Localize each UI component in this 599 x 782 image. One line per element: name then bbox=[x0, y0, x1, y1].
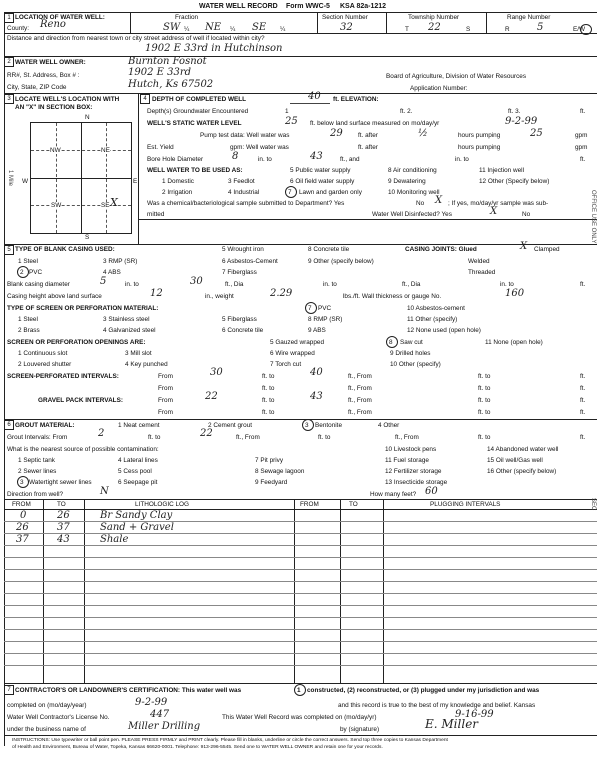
use-7: Lawn and garden only bbox=[299, 189, 362, 196]
contam-15: 15 Oil well/Gas well bbox=[487, 457, 543, 464]
certification-option-1: 1 bbox=[297, 687, 301, 694]
perf-from: 30 bbox=[210, 367, 223, 378]
casing-joints-label: CASING JOINTS: Glued bbox=[405, 246, 477, 253]
city-label: City, State, ZIP Code bbox=[7, 84, 67, 91]
mile-label: 1 Mile bbox=[7, 170, 13, 187]
screen-11: 11 Other (specify) bbox=[407, 316, 458, 323]
casing-dia-3: ft., Dia bbox=[402, 281, 421, 288]
chem-x-mark: X bbox=[435, 195, 443, 206]
use-4: 4 Industrial bbox=[228, 189, 260, 196]
perf-to-2-label: ft. to bbox=[478, 373, 491, 380]
screen-9: 9 ABS bbox=[308, 327, 326, 334]
compass-e: E bbox=[133, 178, 138, 185]
quarter-1: ¼ bbox=[184, 26, 190, 33]
casing-weight: 2.29 bbox=[270, 288, 293, 299]
screen-type-label: TYPE OF SCREEN OR PERFORATION MATERIAL: bbox=[7, 305, 159, 312]
form-number: Form WWC-5 bbox=[286, 3, 330, 10]
screen-3: 3 Stainless steel bbox=[103, 316, 150, 323]
use-8: 8 Air conditioning bbox=[388, 167, 437, 174]
gravel-to: 43 bbox=[310, 391, 323, 402]
compass-w: W bbox=[22, 178, 29, 185]
gravel-row2-to-2: ft. to bbox=[478, 409, 491, 416]
casing-6: 6 Asbestos-Cement bbox=[222, 258, 278, 265]
disinfected-no: No bbox=[522, 211, 531, 218]
section-2-title: WATER WELL OWNER: bbox=[15, 59, 86, 66]
log-row-1-desc: Br Sandy Clay bbox=[100, 510, 173, 521]
use-11: 11 Injection well bbox=[479, 167, 524, 174]
casing-4: 4 ABS bbox=[103, 269, 121, 276]
contam-3-number: 3 bbox=[20, 479, 24, 486]
grout-from-3: ft., From bbox=[395, 434, 419, 441]
grout-ft: ft. bbox=[580, 434, 586, 441]
section-3-title-2: AN "X" IN SECTION BOX: bbox=[15, 104, 93, 111]
screen-12: 12 None used (open hole) bbox=[407, 327, 481, 334]
pump-hours: ½ bbox=[418, 128, 428, 139]
log-header-from: FROM bbox=[12, 501, 31, 508]
quarter-2: ¼ bbox=[230, 26, 236, 33]
use-9: 9 Dewatering bbox=[388, 178, 426, 185]
certification-line-1b: constructed, (2) reconstructed, or (3) plugged under my jurisdiction and was bbox=[307, 687, 540, 694]
grout-from: 2 bbox=[98, 428, 105, 439]
bore-ft: ft. bbox=[580, 156, 586, 163]
wall-thickness: 160 bbox=[505, 288, 525, 299]
pump-gpm-label: gpm bbox=[575, 132, 588, 139]
section-2-number: 2 bbox=[4, 57, 14, 67]
contam-9: 9 Feedyard bbox=[255, 479, 288, 486]
owner-address: 1902 E 33rd bbox=[128, 67, 192, 78]
wall-thickness-label: lbs./ft. Wall thickness or gauge No. bbox=[343, 293, 442, 300]
bore-label: Bore Hole Diameter bbox=[147, 156, 204, 163]
grout-from-2: ft., From bbox=[236, 434, 260, 441]
gravel-row2-to: ft. to bbox=[262, 409, 275, 416]
compass-s: S bbox=[85, 234, 90, 241]
grout-intervals-label: Grout Intervals: From bbox=[7, 434, 68, 441]
gw-4: ft. bbox=[580, 108, 586, 115]
pump-hours-label: hours pumping bbox=[458, 132, 501, 139]
screen-6: 6 Concrete tile bbox=[222, 327, 264, 334]
opening-6: 6 Wire wrapped bbox=[270, 350, 315, 357]
contam-7: 7 Pit privy bbox=[255, 457, 284, 464]
static-level-value: 25 bbox=[285, 116, 298, 127]
gravel-from: 22 bbox=[205, 391, 218, 402]
distance-label: Distance and direction from nearest town or city street address of well if located within city? bbox=[7, 35, 265, 42]
screen-7-number: 7 bbox=[308, 305, 312, 312]
section-3-number: 3 bbox=[4, 94, 14, 104]
opening-11: 11 None (open hole) bbox=[485, 339, 543, 346]
gravel-from-2-label: ft., From bbox=[348, 397, 372, 404]
quadrant-nw: NW bbox=[50, 147, 61, 154]
depth-value: 40 bbox=[308, 91, 321, 102]
gravel-row2-from: From bbox=[158, 409, 173, 416]
chem-mitted: mitted bbox=[147, 211, 165, 218]
grout-3-number: 3 bbox=[305, 422, 309, 429]
township-t: T bbox=[405, 26, 409, 33]
opening-7: 7 Torch cut bbox=[270, 361, 302, 368]
completed-date: 9-2-99 bbox=[135, 697, 168, 708]
grout-material-label: GROUT MATERIAL: bbox=[15, 422, 75, 429]
gw-2: ft. 2. bbox=[400, 108, 413, 115]
opening-4: 4 Key punched bbox=[125, 361, 168, 368]
screen-5: 5 Fiberglass bbox=[222, 316, 257, 323]
casing-type-label: TYPE OF BLANK CASING USED: bbox=[15, 246, 115, 253]
bore-and: ft., and bbox=[340, 156, 360, 163]
casing-dia-2: ft., Dia bbox=[225, 281, 244, 288]
township-s: S bbox=[466, 26, 471, 33]
bore-in2: in. to bbox=[455, 156, 469, 163]
opening-8-number: 8 bbox=[389, 339, 393, 346]
opening-3: 3 Mill slot bbox=[125, 350, 152, 357]
casing-height: 12 bbox=[150, 288, 163, 299]
casing-dia-ft: ft. bbox=[580, 281, 586, 288]
chem-no: No bbox=[416, 200, 425, 207]
bore-diameter: 8 bbox=[232, 151, 239, 162]
use-label: WELL WATER TO BE USED AS: bbox=[147, 167, 243, 174]
yield-label: Est. Yield bbox=[147, 144, 174, 151]
perf-to: 40 bbox=[310, 367, 323, 378]
gw-1: 1 bbox=[285, 108, 289, 115]
section-1-title: LOCATION OF WATER WELL: bbox=[15, 14, 105, 21]
office-use-label: OFFICE USE ONLY bbox=[590, 190, 596, 244]
compass-n: N bbox=[85, 114, 90, 121]
casing-clamped: Clamped bbox=[534, 246, 560, 253]
screen-2: 2 Brass bbox=[18, 327, 40, 334]
fraction-2: NE bbox=[205, 22, 222, 33]
casing-1: 1 Steel bbox=[18, 258, 38, 265]
log-row-2-to: 37 bbox=[57, 522, 70, 533]
use-7-number: 7 bbox=[288, 189, 292, 196]
contam-10: 10 Livestock pens bbox=[385, 446, 437, 453]
static-level-label: WELL'S STATIC WATER LEVEL bbox=[147, 120, 242, 127]
casing-diameter-to: 30 bbox=[190, 276, 203, 287]
yield-gpm: gpm: Well water was bbox=[230, 144, 289, 151]
screen-8: 8 RMP (SR) bbox=[308, 316, 343, 323]
quadrant-ne: NE bbox=[101, 147, 110, 154]
contam-3: Watertight sewer lines bbox=[29, 479, 92, 486]
quadrant-se: SE bbox=[101, 202, 110, 209]
log-row-3-desc: Shale bbox=[100, 534, 129, 545]
license-label: Water Well Contractor's License No. bbox=[7, 714, 110, 721]
gravel-from-label: From bbox=[158, 397, 173, 404]
perf-from-2-label: ft., From bbox=[348, 373, 372, 380]
contamination-label: What is the nearest source of possible contamination: bbox=[7, 446, 159, 453]
grout-to: 22 bbox=[200, 428, 213, 439]
log-header-to: TO bbox=[57, 501, 66, 508]
gravel-row2-ft: ft. bbox=[580, 409, 586, 416]
use-2: 2 Irrigation bbox=[162, 189, 193, 196]
opening-1: 1 Continuous slot bbox=[18, 350, 68, 357]
distance-value: 1902 E 33rd in Hutchinson bbox=[145, 43, 283, 54]
section-4-number: 4 bbox=[140, 94, 150, 104]
gw-3: ft. 3. bbox=[508, 108, 521, 115]
section-number-label: Section Number bbox=[322, 14, 368, 21]
how-many-feet-label: How many feet? bbox=[370, 491, 417, 498]
chem-sample-question: Was a chemical/bacteriological sample submitted to Department? Yes bbox=[147, 200, 345, 207]
perf-to-label: ft. to bbox=[262, 373, 275, 380]
contam-12: 12 Fertilizer storage bbox=[385, 468, 442, 475]
signature: E. Miller bbox=[425, 717, 479, 731]
depth-label: DEPTH OF COMPLETED WELL bbox=[152, 96, 247, 103]
yield-after: ft. after bbox=[358, 144, 378, 151]
range-value: 5 bbox=[537, 22, 544, 33]
opening-5: 5 Gauzed wrapped bbox=[270, 339, 325, 346]
casing-height-label: Casing height above land surface bbox=[7, 293, 102, 300]
use-1: 1 Domestic bbox=[162, 178, 194, 185]
township-label: Township Number bbox=[408, 14, 460, 21]
opening-10: 10 Other (specify) bbox=[390, 361, 441, 368]
use-12: 12 Other (Specify below) bbox=[479, 178, 550, 185]
screen-10: 10 Asbestos-cement bbox=[407, 305, 465, 312]
perf-from-label: From bbox=[158, 373, 173, 380]
chem-rest: ; If yes, mo/day/yr sample was sub- bbox=[448, 200, 549, 207]
perf-row2-from: From bbox=[158, 385, 173, 392]
section-number-value: 32 bbox=[340, 22, 353, 33]
county-value: Reno bbox=[40, 19, 66, 30]
perf-row2-from-2: ft., From bbox=[348, 385, 372, 392]
casing-joints-x: X bbox=[520, 241, 528, 252]
grout-to-2: ft. to bbox=[318, 434, 331, 441]
application-label: Application Number: bbox=[410, 85, 468, 92]
static-date: 9-2-99 bbox=[505, 116, 538, 127]
gravel-to-label: ft. to bbox=[262, 397, 275, 404]
township-value: 22 bbox=[428, 22, 441, 33]
perf-row2-ft: ft. bbox=[580, 385, 586, 392]
casing-diameter-label: Blank casing diameter bbox=[7, 281, 70, 288]
location-x-mark: X bbox=[110, 196, 118, 209]
static-level-rest: ft. below land surface measured on mo/day/yr bbox=[310, 120, 440, 127]
completed-label: completed on (mo/day/year) bbox=[7, 702, 87, 709]
ksa-reference: KSA 82a-1212 bbox=[340, 3, 387, 10]
contam-16: 16 Other (specify below) bbox=[487, 468, 557, 475]
contam-6: 6 Seepage pit bbox=[118, 479, 158, 486]
perforated-intervals-label: SCREEN-PERFORATED INTERVALS: bbox=[7, 373, 119, 380]
quarter-3: ¼ bbox=[280, 26, 286, 33]
business-name-label: under the business name of bbox=[7, 726, 86, 733]
pump-after: ft. after bbox=[358, 132, 378, 139]
grout-3: Bentonite bbox=[315, 422, 343, 429]
casing-threaded: Threaded bbox=[468, 269, 496, 276]
license-number: 447 bbox=[150, 709, 170, 720]
casing-3: 3 RMP (SR) bbox=[103, 258, 138, 265]
log-row-2-desc: Sand + Gravel bbox=[100, 522, 174, 533]
section-box bbox=[30, 122, 132, 234]
direction-label: Direction from well? bbox=[7, 491, 64, 498]
perf-row2-to-2: ft. to bbox=[478, 385, 491, 392]
log-header-from-2: FROM bbox=[300, 501, 319, 508]
how-many-feet-value: 60 bbox=[425, 486, 438, 497]
log-header-plugging: PLUGGING INTERVALS bbox=[430, 501, 501, 508]
direction-value: N bbox=[100, 486, 109, 497]
owner-name: Burnton Fosnot bbox=[128, 56, 207, 67]
owner-city: Hutch, Ks 67502 bbox=[128, 79, 214, 90]
opening-2: 2 Louvered shutter bbox=[18, 361, 72, 368]
certification-line-1: CONTRACTOR'S OR LANDOWNER'S CERTIFICATION: This water well was bbox=[15, 687, 242, 694]
log-row-1-from: 0 bbox=[20, 510, 27, 521]
screen-7: PVC bbox=[318, 305, 332, 312]
grout-4: 4 Other bbox=[378, 422, 400, 429]
use-10: 10 Monitoring well bbox=[388, 189, 440, 196]
section-3-title: LOCATE WELL'S LOCATION WITH bbox=[15, 96, 120, 103]
elevation-label: ft. ELEVATION: bbox=[333, 96, 379, 103]
gravel-to-2-label: ft. to bbox=[478, 397, 491, 404]
casing-diameter-in: in. to bbox=[125, 281, 139, 288]
form-title: WATER WELL RECORD bbox=[199, 3, 278, 10]
contam-5: 5 Cess pool bbox=[118, 468, 152, 475]
certification-line-2b: and this record is true to the best of my knowledge and belief. Kansas bbox=[338, 702, 536, 709]
log-row-1-to: 26 bbox=[57, 510, 70, 521]
casing-welded: Welded bbox=[468, 258, 490, 265]
casing-2: PVC bbox=[29, 269, 43, 276]
contam-13: 13 Insecticide storage bbox=[385, 479, 448, 486]
fraction-3: SE bbox=[252, 22, 267, 33]
gravel-ft: ft. bbox=[580, 397, 586, 404]
signature-label: by (signature) bbox=[340, 726, 380, 733]
use-5: 5 Public water supply bbox=[290, 167, 351, 174]
bore-in: in. to bbox=[258, 156, 272, 163]
opening-8: Saw cut bbox=[400, 339, 423, 346]
grout-ft-to: ft. to bbox=[148, 434, 161, 441]
opening-9: 9 Drilled holes bbox=[390, 350, 431, 357]
instructions-line-1: INSTRUCTIONS: Use typewriter or ball point pen. PLEASE PRESS FIRMLY and PRINT clearly. Please fill in blanks, underline or circle the correct answers. Send top three copies to Kansas Department bbox=[12, 738, 448, 743]
disinfected-label: Water Well Disinfected? Yes bbox=[372, 211, 452, 218]
section-6-number: 6 bbox=[4, 420, 14, 430]
section-1-number: 1 bbox=[4, 13, 14, 23]
perf-row2-to: ft. to bbox=[262, 385, 275, 392]
casing-weight-label: in., weight bbox=[205, 293, 234, 300]
pump-gpm: 25 bbox=[530, 128, 543, 139]
log-row-3-to: 43 bbox=[57, 534, 70, 545]
casing-9: 9 Other (specify below) bbox=[308, 258, 374, 265]
contam-14: 14 Abandoned water well bbox=[487, 446, 559, 453]
casing-8: 8 Concrete tile bbox=[308, 246, 350, 253]
yield-hours: hours pumping bbox=[458, 144, 501, 151]
range-ew: E/W bbox=[573, 26, 586, 33]
pump-ft: 29 bbox=[330, 128, 343, 139]
bore-to: 43 bbox=[310, 151, 323, 162]
contam-2: 2 Sewer lines bbox=[18, 468, 57, 475]
contam-8: 8 Sewage lagoon bbox=[255, 468, 305, 475]
disinfected-x: X bbox=[490, 206, 498, 217]
casing-7: 7 Fiberglass bbox=[222, 269, 257, 276]
range-r: R bbox=[505, 26, 510, 33]
log-row-3-from: 37 bbox=[16, 534, 29, 545]
log-header-lithologic: LITHOLOGIC LOG bbox=[135, 501, 189, 508]
contam-1: 1 Septic tank bbox=[18, 457, 55, 464]
record-completed-date: 9-16-99 bbox=[455, 709, 494, 720]
log-row-2-from: 26 bbox=[16, 522, 29, 533]
groundwater-label: Depth(s) Groundwater Encountered bbox=[147, 108, 249, 115]
contam-4: 4 Lateral lines bbox=[118, 457, 158, 464]
business-name: Miller Drilling bbox=[128, 721, 201, 732]
yield-gpm-label: gpm bbox=[575, 144, 588, 151]
gravel-pack-label: GRAVEL PACK INTERVALS: bbox=[38, 397, 123, 404]
address-label: RR#, St. Address, Box # : bbox=[7, 72, 80, 79]
casing-2-number: 2 bbox=[20, 269, 24, 276]
screen-4: 4 Galvanized steel bbox=[103, 327, 156, 334]
fraction-1: SW bbox=[163, 22, 181, 33]
sec-label: SEC bbox=[590, 498, 596, 511]
casing-dia-2-in: in. to bbox=[323, 281, 337, 288]
screen-1: 1 Steel bbox=[18, 316, 38, 323]
section-7-number: 7 bbox=[4, 685, 14, 695]
contam-11: 11 Fuel storage bbox=[385, 457, 429, 464]
openings-label: SCREEN OR PERFORATION OPENINGS ARE: bbox=[7, 339, 146, 346]
casing-dia-3-in: in. to bbox=[500, 281, 514, 288]
use-6: 6 Oil field water supply bbox=[290, 178, 355, 185]
grout-to-3: ft. to bbox=[478, 434, 491, 441]
use-3: 3 Feedlot bbox=[228, 178, 255, 185]
quadrant-sw: SW bbox=[51, 202, 62, 209]
casing-diameter: 5 bbox=[100, 276, 107, 287]
range-label: Range Number bbox=[507, 14, 551, 21]
gravel-row2-from-2: ft., From bbox=[348, 409, 372, 416]
record-completed-label: This Water Well Record was completed on (mo/day/yr) bbox=[222, 714, 377, 721]
pump-test-label: Pump test data: Well water was bbox=[200, 132, 290, 139]
grout-1: 1 Neat cement bbox=[118, 422, 160, 429]
section-5-number: 5 bbox=[4, 245, 14, 255]
log-header-to-2: TO bbox=[349, 501, 358, 508]
board-text: Board of Agriculture, Division of Water Resources bbox=[386, 73, 527, 80]
instructions-line-2: of Health and Environment, Bureau of Water, Topeka, Kansas 66620-0001. Telephone: 913-296-5545. Send one to WATER WELL OWNER and retain one for your records. bbox=[12, 745, 383, 750]
grout-2: 2 Cement grout bbox=[208, 422, 253, 429]
county-label: County: bbox=[7, 25, 30, 32]
perf-ft: ft. bbox=[580, 373, 586, 380]
fraction-label: Fraction bbox=[175, 14, 199, 21]
casing-5: 5 Wrought iron bbox=[222, 246, 264, 253]
